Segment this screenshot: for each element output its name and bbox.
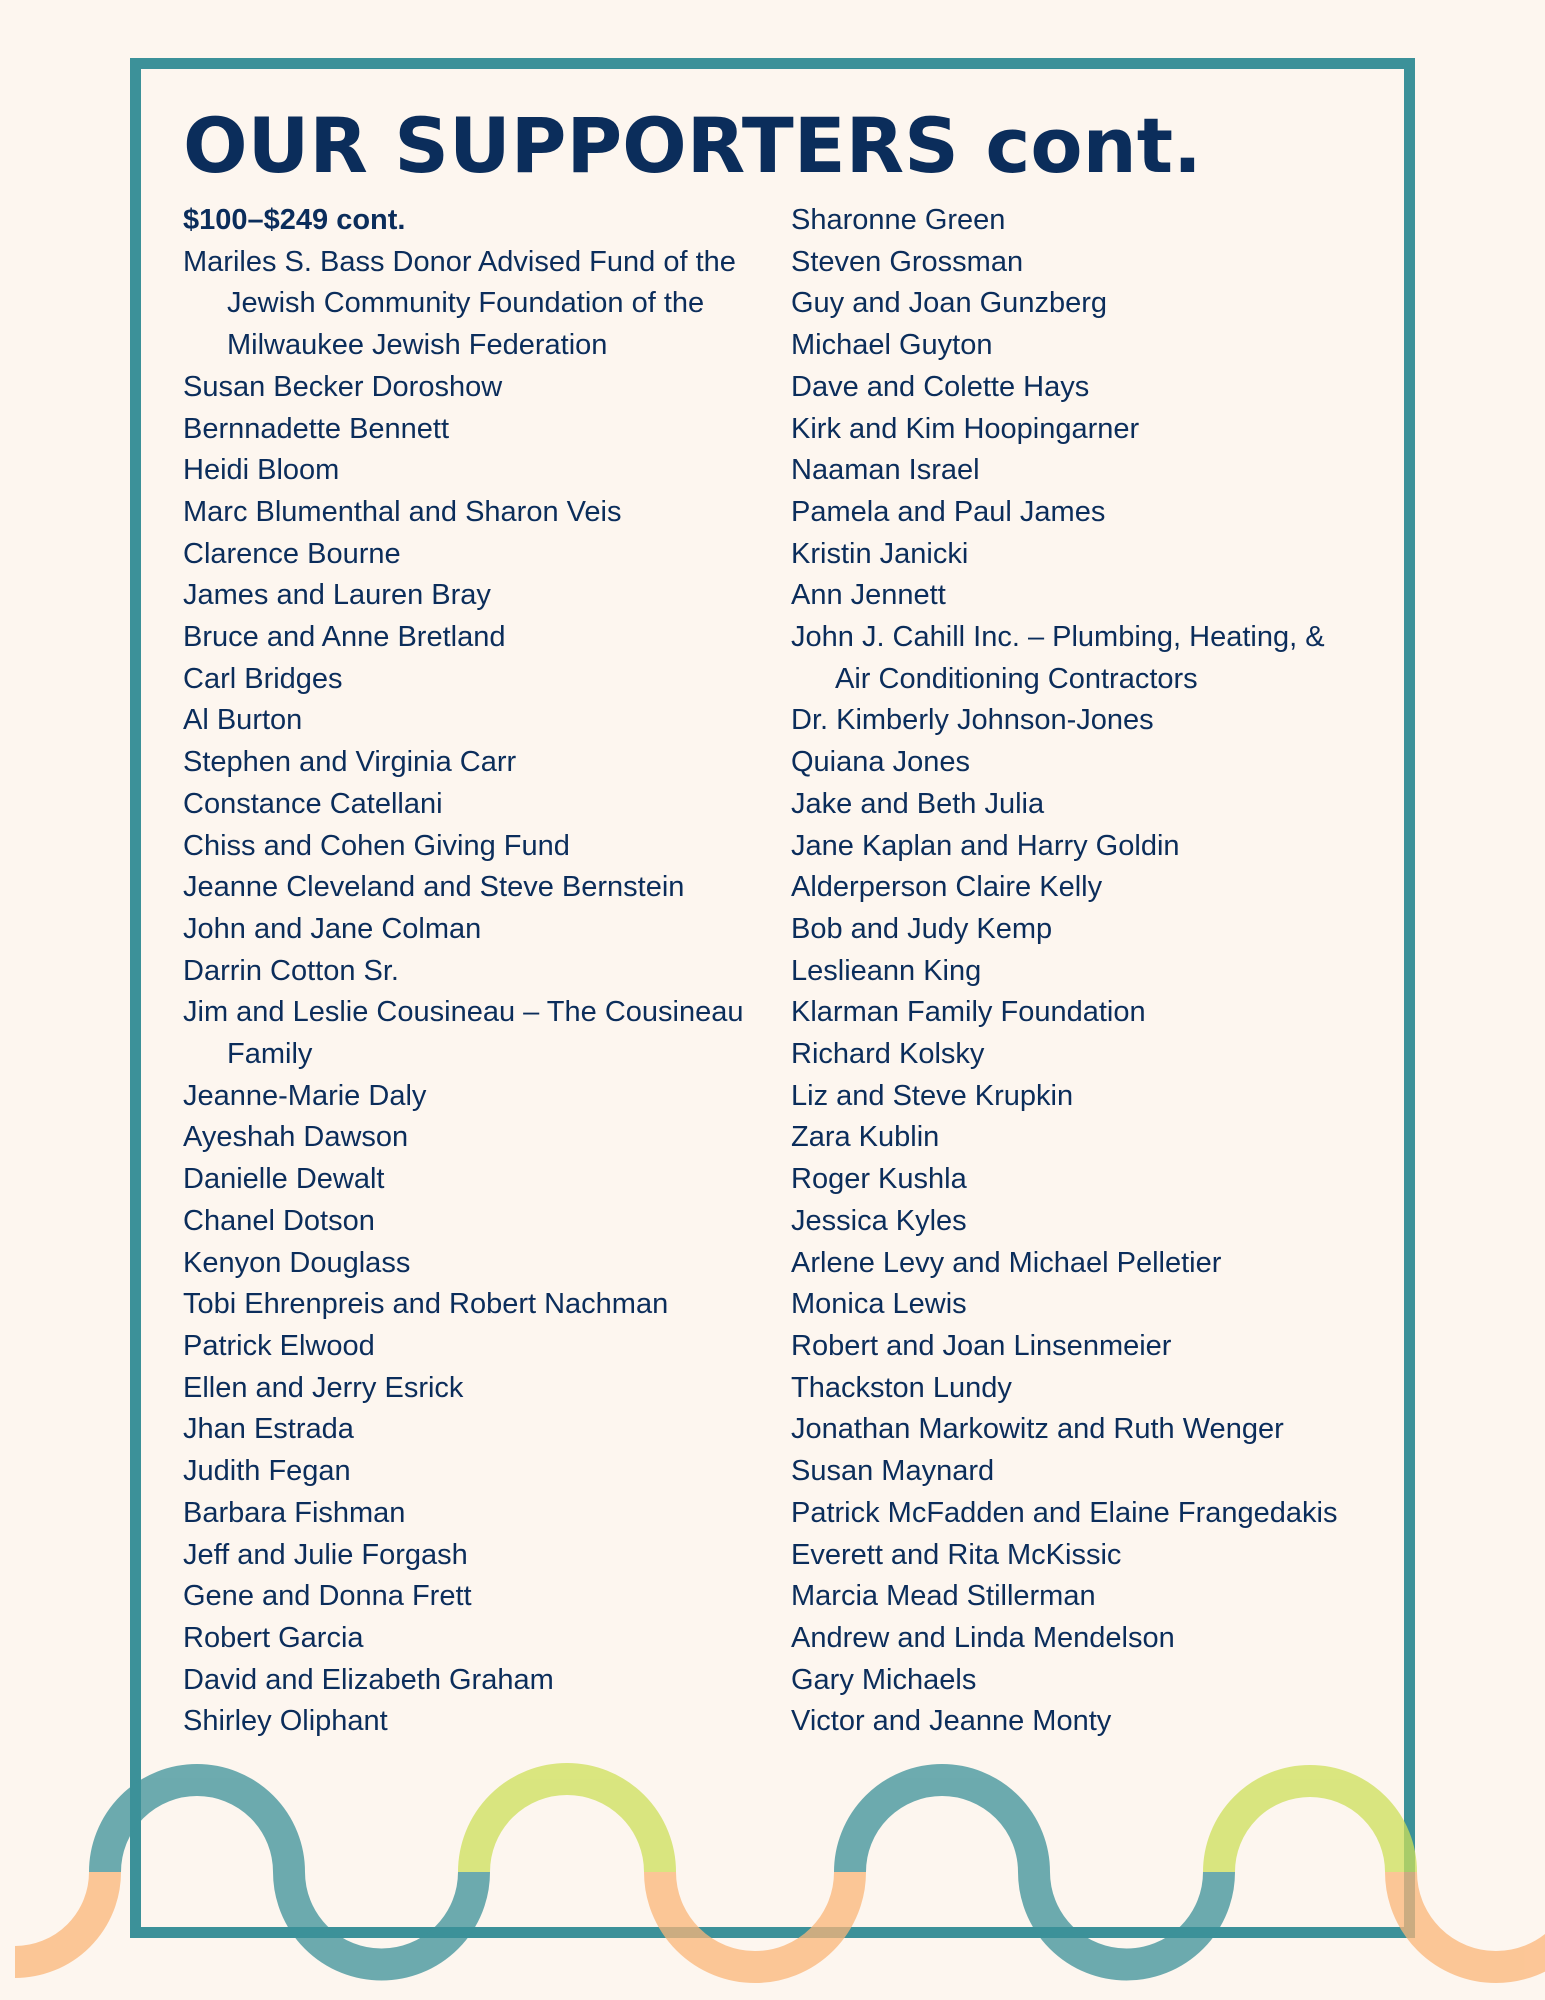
supporter-name: Barbara Fishman: [183, 1496, 406, 1529]
supporter-name: Marcia Mead Stillerman: [791, 1580, 1096, 1613]
supporter-name: Klarman Family Foundation: [791, 996, 1146, 1029]
supporter-name: Danielle Dewalt: [183, 1163, 385, 1196]
supporter-name: Naaman Israel: [791, 454, 980, 487]
supporter-name: Mariles S. Bass Donor Advised Fund of the Jewish Community Foundation of the Milwaukee Jewish Federation: [183, 245, 736, 362]
supporter-name: Stephen and Virginia Carr: [183, 746, 517, 779]
supporter-name: Constance Catellani: [183, 787, 443, 820]
supporter-name: Bernnadette Bennett: [183, 412, 450, 445]
supporter-name: Ellen and Jerry Esrick: [183, 1371, 464, 1404]
supporter-name: Susan Becker Doroshow: [183, 370, 503, 403]
supporter-name: Bob and Judy Kemp: [791, 912, 1053, 945]
supporter-name: Tobi Ehrenpreis and Robert Nachman: [183, 1288, 669, 1321]
supporter-name: Kenyon Douglass: [183, 1246, 411, 1279]
supporter-name: Robert and Joan Linsenmeier: [791, 1329, 1172, 1362]
supporter-name: Monica Lewis: [791, 1288, 967, 1321]
supporters-right-column: [791, 200, 1361, 1743]
supporter-name: Dr. Kimberly Johnson-Jones: [791, 704, 1154, 737]
supporter-name: Chanel Dotson: [183, 1204, 375, 1237]
supporter-name: John J. Cahill Inc. – Plumbing, Heating, & Air Conditioning Contractors: [791, 621, 1325, 695]
supporter-name: Gene and Donna Frett: [183, 1580, 472, 1613]
supporter-name: Patrick McFadden and Elaine Frangedakis: [791, 1496, 1338, 1529]
supporter-name: Darrin Cotton Sr.: [183, 954, 399, 987]
supporters-left-column: [183, 200, 773, 1743]
supporter-name: Thackston Lundy: [791, 1371, 1012, 1404]
supporter-name: David and Elizabeth Graham: [183, 1663, 554, 1696]
supporter-name: Michael Guyton: [791, 329, 993, 362]
supporter-name: Judith Fegan: [183, 1455, 351, 1488]
supporter-name: Jeanne-Marie Daly: [183, 1079, 427, 1112]
supporter-name: Steven Grossman: [791, 245, 1024, 278]
supporter-name: Victor and Jeanne Monty: [791, 1705, 1112, 1738]
supporter-name: Jane Kaplan and Harry Goldin: [791, 829, 1180, 862]
supporter-name: Kirk and Kim Hoopingarner: [791, 412, 1140, 445]
supporter-name: Ayeshah Dawson: [183, 1121, 409, 1154]
supporter-name: Susan Maynard: [791, 1455, 995, 1488]
supporter-name: Alderperson Claire Kelly: [791, 871, 1103, 904]
supporter-name: Patrick Elwood: [183, 1329, 375, 1362]
supporter-name: Kristin Janicki: [791, 537, 969, 570]
supporter-name: Jake and Beth Julia: [791, 787, 1045, 820]
supporter-name: Jessica Kyles: [791, 1204, 967, 1237]
supporter-name: Dave and Colette Hays: [791, 370, 1090, 403]
wave-segment-orange: [15, 1872, 105, 1962]
supporter-name: James and Lauren Bray: [183, 579, 491, 612]
wave-segment-orange: [1401, 1872, 1545, 1967]
supporter-name: Andrew and Linda Mendelson: [791, 1621, 1175, 1654]
supporter-name: Bruce and Anne Bretland: [183, 621, 506, 654]
supporter-name: Clarence Bourne: [183, 537, 401, 570]
supporter-name: Arlene Levy and Michael Pelletier: [791, 1246, 1222, 1279]
supporter-name: Jeanne Cleveland and Steve Bernstein: [183, 871, 685, 904]
supporter-name: Guy and Joan Gunzberg: [791, 287, 1107, 320]
supporter-name: John and Jane Colman: [183, 912, 482, 945]
supporter-name: Roger Kushla: [791, 1163, 967, 1196]
supporter-name: Zara Kublin: [791, 1121, 940, 1154]
supporter-name: Robert Garcia: [183, 1621, 364, 1654]
supporter-name: Carl Bridges: [183, 662, 343, 695]
supporter-name: Quiana Jones: [791, 746, 970, 779]
supporter-name: Marc Blumenthal and Sharon Veis: [183, 495, 622, 528]
supporter-name: Richard Kolsky: [791, 1038, 985, 1071]
supporter-name: Gary Michaels: [791, 1663, 977, 1696]
supporter-name: Al Burton: [183, 704, 303, 737]
supporter-name: Ann Jennett: [791, 579, 946, 612]
supporter-name: Sharonne Green: [791, 204, 1006, 236]
supporter-name: Shirley Oliphant: [183, 1705, 388, 1738]
supporter-name: Jeff and Julie Forgash: [183, 1538, 468, 1571]
supporter-name: Pamela and Paul James: [791, 495, 1106, 528]
supporter-name: Leslieann King: [791, 954, 982, 987]
supporter-name: Liz and Steve Krupkin: [791, 1079, 1074, 1112]
donation-tier-heading: $100–$249 cont.: [183, 204, 406, 236]
supporter-name: Jhan Estrada: [183, 1413, 354, 1446]
supporter-name: Heidi Bloom: [183, 454, 340, 487]
supporter-name: Everett and Rita McKissic: [791, 1538, 1122, 1571]
page-title: OUR SUPPORTERS cont.: [183, 101, 1202, 190]
supporter-name: Chiss and Cohen Giving Fund: [183, 829, 570, 862]
supporter-name: Jim and Leslie Cousineau – The Cousineau Family: [183, 996, 744, 1071]
supporter-name: Jonathan Markowitz and Ruth Wenger: [791, 1413, 1284, 1446]
